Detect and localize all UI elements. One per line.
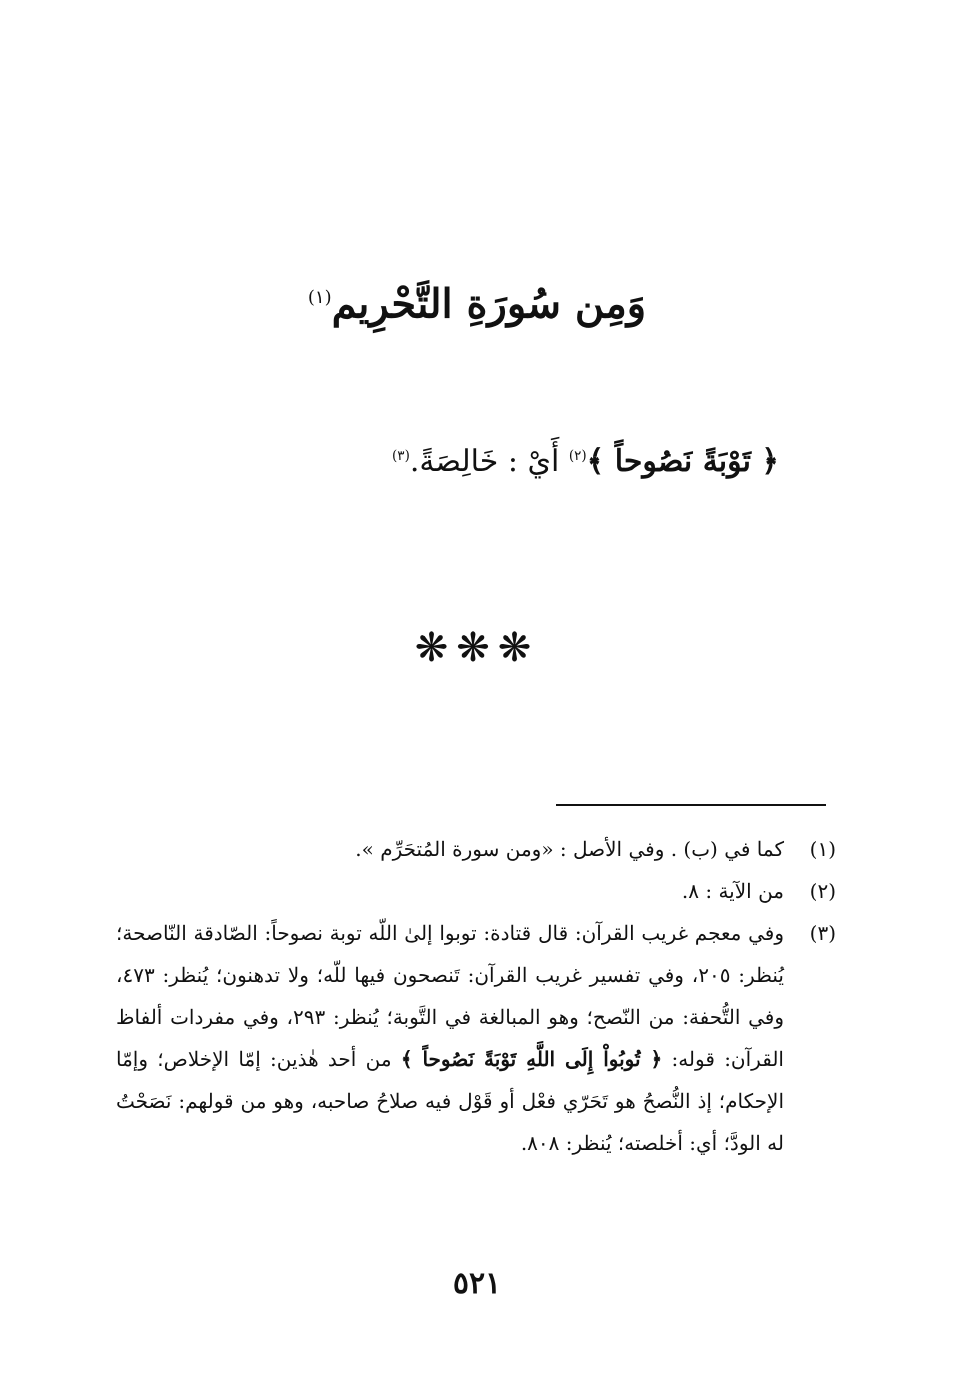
footnote-text-part: من أحد هٰذين: إمّا الإخلاص؛ وإمّا الإحكام؛ إذ النُّصحُ هو تَحَرّي فعْل أو قَوْل فيه صلاحُ صاحبه، وهو من قولهم: نَصَحْتُ له الودَّ؛ أي: أخلصته؛ يُنظر: ٨٠٨.	[116, 1047, 784, 1155]
surah-title-text: وَمِن سُورَةِ التَّحْرِيم	[331, 280, 647, 328]
footnote-marker-1: (١)	[307, 287, 332, 308]
footnote-number: (٣)	[809, 921, 836, 945]
footnote-text	[116, 912, 784, 1164]
footnote-item	[116, 828, 836, 870]
footnote-divider	[556, 804, 826, 806]
footnote-number: (٢)	[809, 879, 836, 903]
verse-explanation	[139, 432, 779, 486]
page-number: ٥٢١	[452, 1266, 502, 1301]
footnote-item	[116, 870, 836, 912]
footnote-item	[116, 912, 836, 1164]
footnote-number: (١)	[809, 837, 836, 861]
footnote-text-part: وفي معجم غريب القرآن: قال قتادة: توبوا إلىٰ اللّه توبة نصوحاً: الصّادقة النّاصحة؛ يُنظر: ٢٠٥، وفي تفسير غريب القرآن: تَنصحون فيها للّه؛ ولا تدهنون؛ يُنظر: ٤٧٣، وفي التُّحفة: من النّصح؛ وهو المبالغة في التَّوبة؛ يُنظر: ٢٩٣، وفي مفردات ألفاظ القرآن: قوله:	[116, 921, 785, 1071]
footnote-marker-2: (٢)	[568, 448, 587, 464]
section-separator: ❋❋❋	[414, 625, 540, 671]
verse-gloss: أَيْ : خَالِصَةً.	[409, 444, 569, 479]
quranic-quote: ﴿ تَوْبَةً نَصُوحاً ﴾	[586, 444, 779, 479]
footnote-text: من الآية : ٨.	[681, 879, 784, 903]
footnotes-section	[116, 828, 836, 1164]
surah-heading	[0, 268, 954, 334]
footnote-text: كما في (ب) . وفي الأصل : «ومن سورة المُتحَرِّم ».	[355, 837, 784, 861]
footnote-marker-3: (٣)	[392, 448, 410, 464]
quranic-quote-inline: ﴿ تُوبُواْ إِلَى اللَّهِ تَوْبَةً نَصُوحاً ﴾	[400, 1047, 663, 1071]
